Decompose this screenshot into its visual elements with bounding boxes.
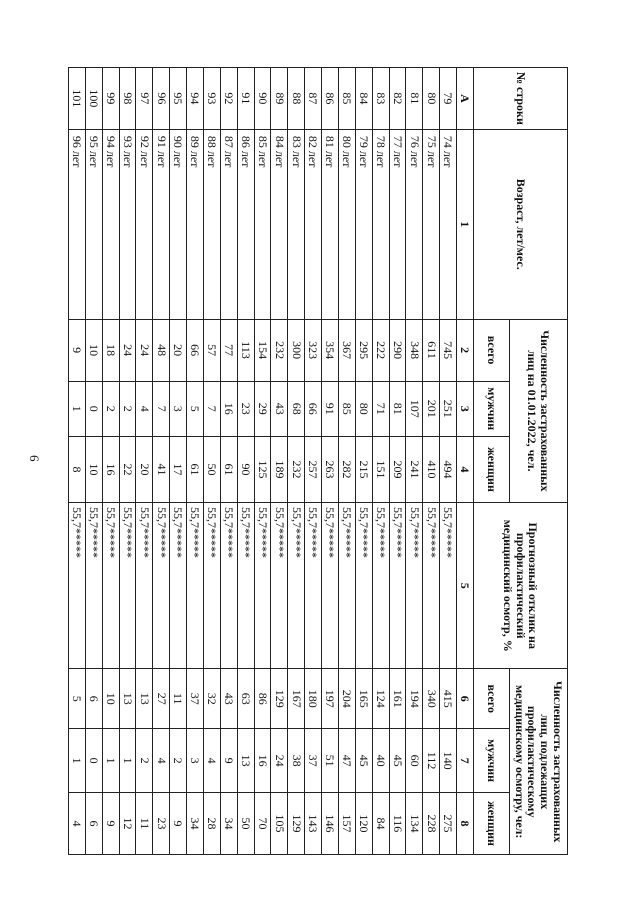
insured-men-cell: 29 [254,381,271,436]
table-row [322,68,339,855]
forecast-percent-cell: 55,7***** [237,503,254,669]
forecast-percent-cell: 55,7***** [187,503,204,669]
insured-women-cell: 22 [119,436,136,502]
forecast-percent-cell: 55,7***** [305,503,322,669]
exam-total-cell: 27 [153,669,170,729]
exam-women-cell: 34 [220,793,237,855]
table-row [288,68,305,855]
exam-total-cell: 86 [254,669,271,729]
age-cell: 83 лет [288,129,305,319]
row-number-cell: 100 [85,68,102,130]
forecast-percent-cell: 55,7***** [170,503,187,669]
insured-men-cell: 201 [423,381,440,436]
index-cell: 6 [457,669,474,729]
exam-men-cell: 47 [339,729,356,793]
header-women: женщин [474,436,510,502]
insured-men-cell: 251 [440,381,457,436]
age-cell: 84 лет [271,129,288,319]
forecast-percent-cell: 55,7***** [372,503,389,669]
age-cell: 74 лет [440,129,457,319]
row-number-cell: 88 [288,68,305,130]
row-number-cell: 79 [440,68,457,130]
insured-men-cell: 1 [69,381,86,436]
exam-women-cell: 9 [102,793,119,855]
table-row [119,68,136,855]
exam-total-cell: 165 [355,669,372,729]
insured-total-cell: 300 [288,319,305,381]
insured-total-cell: 154 [254,319,271,381]
insured-total-cell: 354 [322,319,339,381]
insured-total-cell: 222 [372,319,389,381]
age-cell: 89 лет [187,129,204,319]
exam-total-cell: 340 [423,669,440,729]
table-row [406,68,423,855]
exam-women-cell: 9 [170,793,187,855]
exam-women-cell: 116 [389,793,406,855]
insured-women-cell: 90 [237,436,254,502]
table-row [102,68,119,855]
table-row [220,68,237,855]
exam-women-cell: 84 [372,793,389,855]
table-row [271,68,288,855]
forecast-percent-cell: 55,7***** [339,503,356,669]
age-cell: 82 лет [305,129,322,319]
table-row [440,68,457,855]
insured-men-cell: 43 [271,381,288,436]
exam-women-cell: 120 [355,793,372,855]
insured-women-cell: 215 [355,436,372,502]
forecast-percent-cell: 55,7***** [136,503,153,669]
exam-women-cell: 70 [254,793,271,855]
insured-women-cell: 232 [288,436,305,502]
header-women: женщин [474,793,510,855]
insured-women-cell: 8 [69,436,86,502]
insured-women-cell: 263 [322,436,339,502]
exam-total-cell: 197 [322,669,339,729]
row-number-cell: 92 [220,68,237,130]
index-cell: 2 [457,319,474,381]
insured-total-cell: 9 [69,319,86,381]
row-number-cell: 81 [406,68,423,130]
age-cell: 78 лет [372,129,389,319]
page-number: 6 [27,455,42,462]
forecast-percent-cell: 55,7***** [423,503,440,669]
exam-total-cell: 43 [220,669,237,729]
row-number-cell: 98 [119,68,136,130]
age-cell: 96 лет [69,129,86,319]
exam-men-cell: 45 [355,729,372,793]
insured-men-cell: 91 [322,381,339,436]
exam-men-cell: 1 [69,729,86,793]
insured-women-cell: 282 [339,436,356,502]
insured-total-cell: 24 [136,319,153,381]
forecast-percent-cell: 55,7***** [119,503,136,669]
insured-total-cell: 348 [406,319,423,381]
insured-men-cell: 68 [288,381,305,436]
header-men: мужчин [474,729,510,793]
row-number-cell: 91 [237,68,254,130]
exam-women-cell: 34 [187,793,204,855]
forecast-percent-cell: 55,7***** [220,503,237,669]
exam-men-cell: 13 [237,729,254,793]
insured-men-cell: 4 [136,381,153,436]
rotated-table-container [68,67,568,855]
row-number-cell: 86 [322,68,339,130]
table-row [187,68,204,855]
exam-men-cell: 37 [305,729,322,793]
row-number-cell: 80 [423,68,440,130]
exam-men-cell: 2 [136,729,153,793]
header-row-number: № строки [474,68,568,130]
age-cell: 79 лет [355,129,372,319]
row-number-cell: 85 [339,68,356,130]
table-row [85,68,102,855]
table-row [153,68,170,855]
exam-women-cell: 146 [322,793,339,855]
index-cell: 7 [457,729,474,793]
index-cell: 5 [457,503,474,669]
row-number-cell: 99 [102,68,119,130]
index-cell: А [457,68,474,130]
insured-men-cell: 23 [237,381,254,436]
column-index-row [457,68,474,855]
exam-total-cell: 6 [85,669,102,729]
age-cell: 75 лет [423,129,440,319]
forecast-percent-cell: 55,7***** [406,503,423,669]
insured-women-cell: 209 [389,436,406,502]
insured-women-cell: 17 [170,436,187,502]
insured-total-cell: 57 [204,319,221,381]
row-number-cell: 94 [187,68,204,130]
insured-men-cell: 7 [204,381,221,436]
insured-men-cell: 7 [153,381,170,436]
exam-total-cell: 63 [237,669,254,729]
insured-total-cell: 18 [102,319,119,381]
forecast-percent-cell: 55,7***** [271,503,288,669]
insured-men-cell: 85 [339,381,356,436]
insured-total-cell: 290 [389,319,406,381]
insured-total-cell: 10 [85,319,102,381]
insured-persons-table [68,67,568,855]
exam-men-cell: 140 [440,729,457,793]
header-forecast-response: Прогнозный отклик на профилактический медицинский осмотр, % [474,503,568,669]
exam-women-cell: 6 [85,793,102,855]
exam-men-cell: 4 [153,729,170,793]
exam-men-cell: 0 [85,729,102,793]
insured-men-cell: 0 [85,381,102,436]
exam-women-cell: 157 [339,793,356,855]
age-cell: 95 лет [85,129,102,319]
exam-total-cell: 5 [69,669,86,729]
exam-women-cell: 105 [271,793,288,855]
insured-men-cell: 5 [187,381,204,436]
index-cell: 1 [457,129,474,319]
insured-men-cell: 81 [389,381,406,436]
row-number-cell: 87 [305,68,322,130]
row-number-cell: 95 [170,68,187,130]
table-row [254,68,271,855]
forecast-percent-cell: 55,7***** [254,503,271,669]
exam-total-cell: 204 [339,669,356,729]
row-number-cell: 96 [153,68,170,130]
forecast-percent-cell: 55,7***** [153,503,170,669]
exam-women-cell: 23 [153,793,170,855]
exam-total-cell: 167 [288,669,305,729]
forecast-percent-cell: 55,7***** [288,503,305,669]
exam-total-cell: 415 [440,669,457,729]
exam-men-cell: 38 [288,729,305,793]
exam-total-cell: 13 [136,669,153,729]
table-row [389,68,406,855]
insured-total-cell: 113 [237,319,254,381]
exam-total-cell: 10 [102,669,119,729]
age-cell: 91 лет [153,129,170,319]
insured-women-cell: 41 [153,436,170,502]
insured-women-cell: 16 [102,436,119,502]
exam-women-cell: 11 [136,793,153,855]
exam-total-cell: 13 [119,669,136,729]
insured-total-cell: 295 [355,319,372,381]
insured-women-cell: 125 [254,436,271,502]
row-number-cell: 84 [355,68,372,130]
insured-men-cell: 107 [406,381,423,436]
age-cell: 90 лет [170,129,187,319]
insured-women-cell: 189 [271,436,288,502]
header-total: всего [474,669,510,729]
row-number-cell: 89 [271,68,288,130]
row-number-cell: 82 [389,68,406,130]
age-cell: 87 лет [220,129,237,319]
header-exam-persons: Численность застрахованных лиц, подлежащих профилактическому медицинскому осмотру, чел: [510,669,568,855]
insured-men-cell: 71 [372,381,389,436]
exam-total-cell: 161 [389,669,406,729]
index-cell: 3 [457,381,474,436]
row-number-cell: 101 [69,68,86,130]
insured-women-cell: 241 [406,436,423,502]
table-row [69,68,86,855]
insured-men-cell: 3 [170,381,187,436]
exam-men-cell: 40 [372,729,389,793]
age-cell: 85 лет [254,129,271,319]
exam-total-cell: 32 [204,669,221,729]
insured-total-cell: 66 [187,319,204,381]
insured-total-cell: 323 [305,319,322,381]
insured-total-cell: 24 [119,319,136,381]
insured-women-cell: 257 [305,436,322,502]
index-cell: 4 [457,436,474,502]
forecast-percent-cell: 55,7***** [440,503,457,669]
exam-women-cell: 134 [406,793,423,855]
row-number-cell: 93 [204,68,221,130]
insured-total-cell: 20 [170,319,187,381]
index-cell: 8 [457,793,474,855]
exam-men-cell: 9 [220,729,237,793]
insured-total-cell: 611 [423,319,440,381]
forecast-percent-cell: 55,7***** [355,503,372,669]
insured-total-cell: 745 [440,319,457,381]
age-cell: 92 лет [136,129,153,319]
age-cell: 81 лет [322,129,339,319]
exam-men-cell: 1 [119,729,136,793]
table-row [305,68,322,855]
exam-women-cell: 228 [423,793,440,855]
exam-women-cell: 129 [288,793,305,855]
age-cell: 77 лет [389,129,406,319]
insured-women-cell: 151 [372,436,389,502]
exam-men-cell: 112 [423,729,440,793]
table-row [170,68,187,855]
exam-men-cell: 45 [389,729,406,793]
exam-men-cell: 2 [170,729,187,793]
insured-total-cell: 232 [271,319,288,381]
exam-women-cell: 143 [305,793,322,855]
table-row [136,68,153,855]
header-age: Возраст, лет/мес. [474,129,568,319]
insured-women-cell: 50 [204,436,221,502]
exam-women-cell: 12 [119,793,136,855]
row-number-cell: 83 [372,68,389,130]
header-total: всего [474,319,510,381]
insured-total-cell: 77 [220,319,237,381]
insured-women-cell: 410 [423,436,440,502]
exam-total-cell: 11 [170,669,187,729]
insured-women-cell: 10 [85,436,102,502]
exam-men-cell: 3 [187,729,204,793]
exam-total-cell: 180 [305,669,322,729]
forecast-percent-cell: 55,7***** [204,503,221,669]
forecast-percent-cell: 55,7***** [85,503,102,669]
exam-women-cell: 50 [237,793,254,855]
insured-total-cell: 48 [153,319,170,381]
header-insured-persons: Численность застрахованных лиц на 01.01.2022, чел. [510,319,568,502]
table-row [423,68,440,855]
forecast-percent-cell: 55,7***** [102,503,119,669]
exam-women-cell: 4 [69,793,86,855]
table-row [339,68,356,855]
insured-men-cell: 80 [355,381,372,436]
table-row [204,68,221,855]
age-cell: 76 лет [406,129,423,319]
age-cell: 93 лет [119,129,136,319]
age-cell: 94 лет [102,129,119,319]
insured-women-cell: 61 [220,436,237,502]
exam-total-cell: 124 [372,669,389,729]
table-row [372,68,389,855]
exam-men-cell: 4 [204,729,221,793]
exam-men-cell: 24 [271,729,288,793]
exam-women-cell: 275 [440,793,457,855]
insured-women-cell: 61 [187,436,204,502]
exam-men-cell: 1 [102,729,119,793]
row-number-cell: 90 [254,68,271,130]
insured-women-cell: 20 [136,436,153,502]
exam-total-cell: 194 [406,669,423,729]
insured-women-cell: 494 [440,436,457,502]
exam-men-cell: 51 [322,729,339,793]
table-row [355,68,372,855]
exam-total-cell: 129 [271,669,288,729]
exam-women-cell: 28 [204,793,221,855]
exam-total-cell: 37 [187,669,204,729]
insured-total-cell: 367 [339,319,356,381]
age-cell: 86 лет [237,129,254,319]
row-number-cell: 97 [136,68,153,130]
header-men: мужчин [474,381,510,436]
table-row [237,68,254,855]
insured-men-cell: 2 [102,381,119,436]
forecast-percent-cell: 55,7***** [389,503,406,669]
age-cell: 80 лет [339,129,356,319]
forecast-percent-cell: 55,7***** [322,503,339,669]
insured-men-cell: 2 [119,381,136,436]
insured-men-cell: 66 [305,381,322,436]
exam-men-cell: 60 [406,729,423,793]
exam-men-cell: 16 [254,729,271,793]
age-cell: 88 лет [204,129,221,319]
forecast-percent-cell: 55,7***** [69,503,86,669]
insured-men-cell: 16 [220,381,237,436]
